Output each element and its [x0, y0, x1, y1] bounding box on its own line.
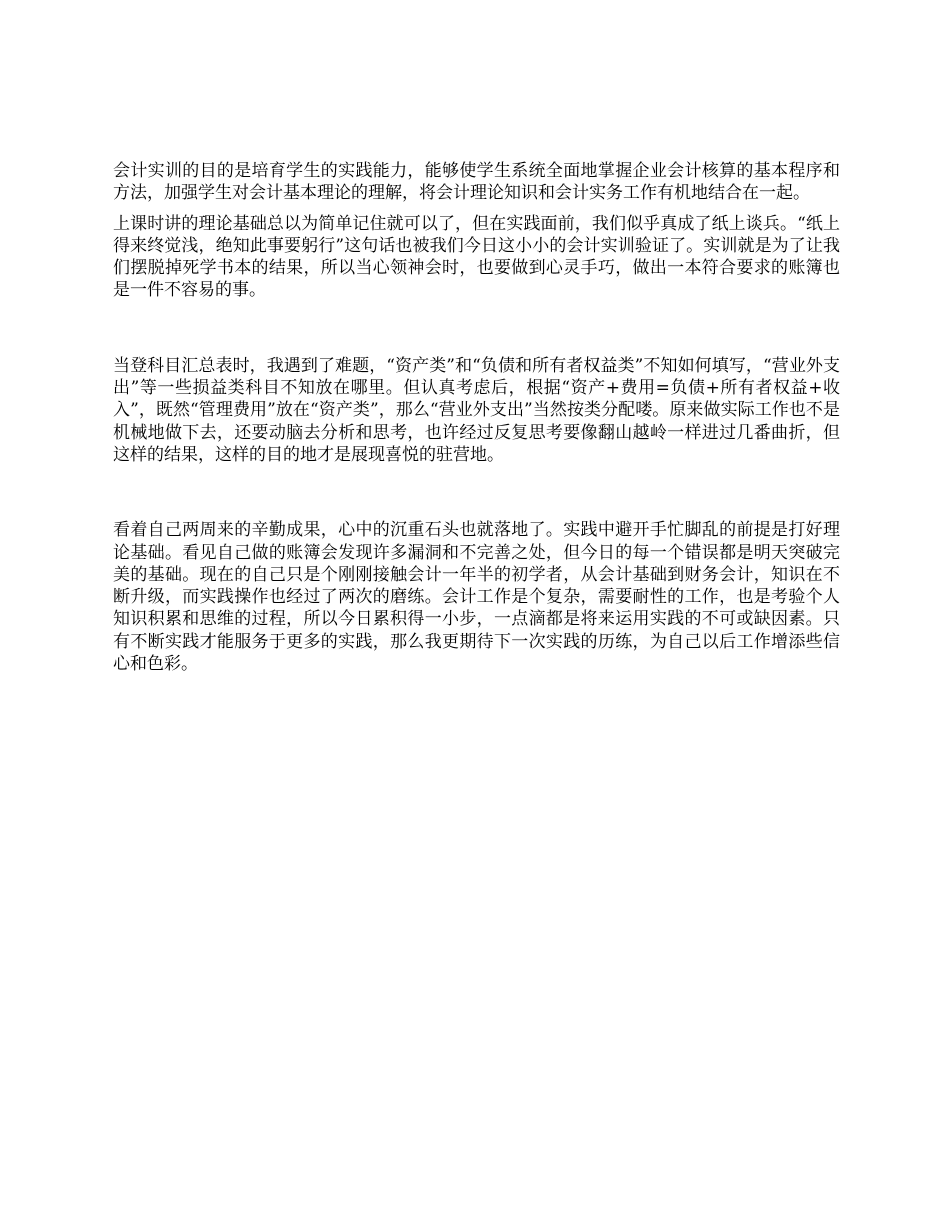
document-body	[113, 160, 840, 675]
paragraph-3: 当登科目汇总表时，我遇到了难题，“资产类”和“负债和所有者权益类”不知如何填写，“营业外支出”等一些损益类科目不知放在哪里。但认真考虑后，根据“资产+费用=负债+所有者权益+收入”，既然“管理费用”放在“资产类”，那么“营业外支出”当然按类分配喽。原来做实际工作也不是机械地做下去，还要动脑去分析和思考，也许经过反复思考要像翻山越岭一样进过几番曲折，但这样的结果，这样的目的地才是展现喜悦的驻营地。	[113, 355, 840, 465]
paragraph-1: 会计实训的目的是培育学生的实践能力，能够使学生系统全面地掌握企业会计核算的基本程序和方法，加强学生对会计基本理论的理解，将会计理论知识和会计实务工作有机地结合在一起。	[113, 161, 840, 204]
paragraph-4: 看着自己两周来的辛勤成果，心中的沉重石头也就落地了。实践中避开手忙脚乱的前提是打好理论基础。看见自己做的账簿会发现许多漏洞和不完善之处，但今日的每一个错误都是明天突破完美的基础。现在的自己只是个刚刚接触会计一年半的初学者，从会计基础到财务会计，知识在不断升级，而实践操作也经过了两次的磨练。会计工作是个复杂，需要耐性的工作，也是考验个人知识积累和思维的过程，所以今日累积得一小步，一点滴都是将来运用实践的不可或缺因素。只有不断实践才能服务于更多的实践，那么我更期待下一次实践的历练，为自己以后工作增添些信心和色彩。	[113, 520, 840, 675]
paragraph-2: 上课时讲的理论基础总以为简单记住就可以了，但在实践面前，我们似乎真成了纸上谈兵。“纸上得来终觉浅，绝知此事要躬行”这句话也被我们今日这小小的会计实训验证了。实训就是为了让我们摆脱掉死学书本的结果，所以当心领神会时，也要做到心灵手巧，做出一本符合要求的账簿也是一件不容易的事。	[113, 213, 840, 301]
